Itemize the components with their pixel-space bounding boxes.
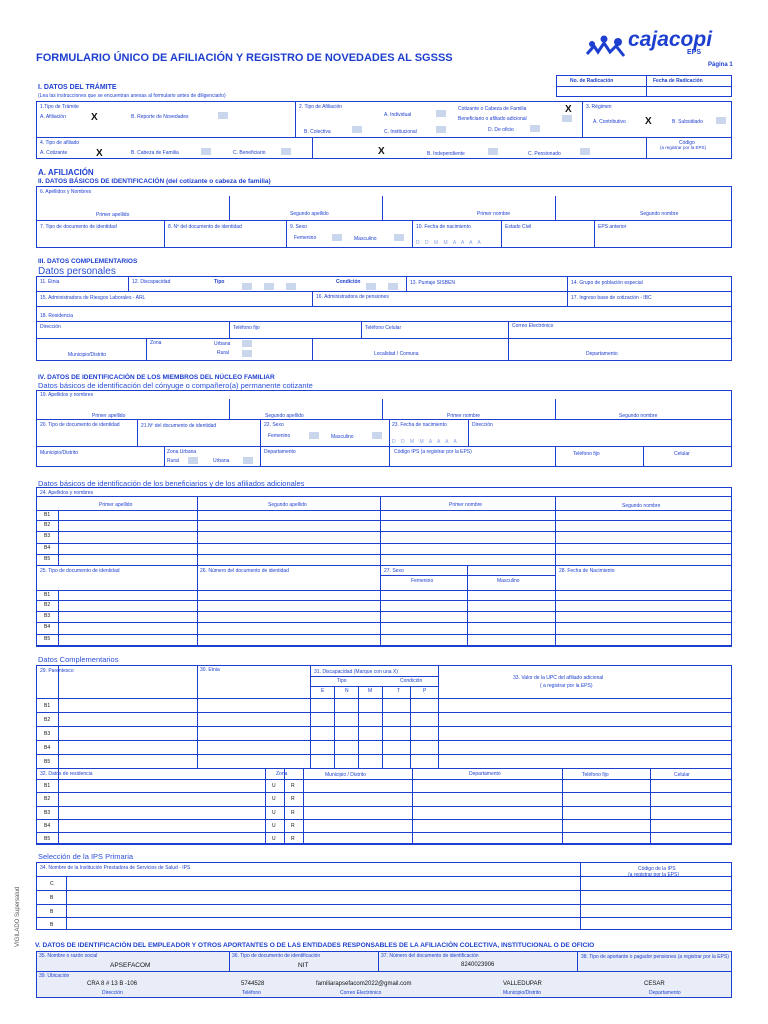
complementarios-table [36, 276, 732, 361]
rural-checkbox[interactable] [242, 350, 252, 357]
ben-zona-label: Zona [276, 771, 288, 777]
ben-numero-doc-label: 26. Número del documento de identidad [200, 568, 289, 574]
conyuge-femenino-checkbox[interactable] [309, 432, 319, 439]
ips-row-label: B [50, 922, 54, 928]
conyuge-urbana-label: Urbana [213, 458, 230, 464]
grid-line [36, 917, 732, 918]
ben-municipio-label: Municipio / Distrito [325, 772, 366, 778]
grid-line [197, 665, 198, 768]
zona-u: U [272, 823, 276, 829]
conyuge-fecha-format: D D M M A A A A [392, 439, 459, 445]
grid-line [36, 904, 732, 905]
row-label: B1 [44, 703, 51, 709]
conyuge-fecha-label: 23. Fecha de nacimiento [392, 422, 447, 428]
tipo-aportante-label: 38. Tipo de aportante o pagador pensiones (a registrar por la EPS) [581, 954, 729, 960]
telefono-value: 5744528 [241, 981, 265, 987]
upc-label: 33. Valor de la UPC del afiliado adicional [513, 675, 604, 681]
independiente-checkbox[interactable] [488, 148, 498, 155]
row-label: B1 [44, 783, 51, 789]
grid-line [36, 646, 732, 647]
disc-e-box[interactable] [242, 283, 252, 290]
conyuge-sexo-label: 22. Sexo [264, 422, 284, 428]
grid-line [58, 590, 59, 646]
cond-p-label: P [423, 688, 427, 694]
row-label: B4 [44, 823, 51, 829]
discapacidad-label: 12. Discapacidad [132, 279, 171, 285]
grid-line [36, 890, 732, 891]
conyuge-municipio-label: Municipio/Distrito [40, 450, 79, 456]
ben-tipo-doc-label: 25. Tipo de documento de identidad [40, 568, 120, 574]
grid-line [36, 792, 732, 793]
beneficiario-adicional-option: Beneficiario o afiliado adicional [458, 116, 527, 122]
grid-line [555, 496, 556, 565]
grid-line [197, 565, 198, 646]
cabeza-option: B. Cabeza de Familia [131, 150, 179, 156]
fecha-format: D D M M A A A A [416, 240, 483, 246]
masculino-checkbox[interactable] [394, 234, 404, 241]
radicacion-fecha-field[interactable] [647, 87, 731, 96]
row-label: B3 [44, 533, 51, 539]
cond-t-box[interactable] [366, 283, 376, 290]
grid-line [358, 686, 359, 768]
grid-line [380, 496, 381, 565]
conyuge-masculino-checkbox[interactable] [372, 432, 382, 439]
ben-tipo-label: Tipo [337, 678, 347, 684]
ben-condicion-label: Condición [400, 678, 423, 684]
regimen-label: 3. Régimen [586, 104, 612, 110]
grid-line [650, 768, 651, 844]
apellidos-nombres-label: 6. Apellidos y Nombres [40, 189, 92, 195]
primer-apellido-label: Primer apellido [96, 212, 130, 218]
oficio-checkbox[interactable] [530, 125, 540, 132]
conyuge-codigo-ips-label: Código IPS (a registrar por la EPS) [394, 449, 472, 455]
urbana-checkbox[interactable] [242, 340, 252, 347]
cotizante-option: A. Cotizante [40, 150, 68, 156]
conyuge-numero-doc-label: 21.Nº del documento de identidad [141, 423, 217, 429]
independiente-option: B. Independiente [427, 151, 465, 157]
grid-line [36, 754, 732, 755]
afiliacion-title: A. AFILIACIÓN [38, 168, 94, 177]
grid-line [310, 686, 438, 687]
zona-u: U [272, 836, 276, 842]
zona-r: R [291, 836, 295, 842]
institucional-option: C. Institucional [384, 129, 417, 135]
departamento-label: Departamento [586, 351, 618, 357]
segundo-nombre-label: Segundo nombre [640, 211, 679, 217]
departamento-value: CESAR [644, 981, 665, 987]
zona-label: Zona [150, 340, 162, 346]
ben-segundo-nombre: Segundo nombre [622, 503, 661, 509]
grid-line [36, 698, 732, 699]
grid-line [36, 768, 732, 769]
conyuge-direccion-label: Dirección [472, 422, 493, 428]
grid-line [36, 726, 732, 727]
pensionado-option: C. Pensionado [528, 151, 561, 157]
radicacion-no-label: No. de Radicación [570, 78, 614, 84]
segundo-apellido-label: Segundo apellido [290, 211, 329, 217]
primer-nombre-label: Primer nombre [477, 211, 511, 217]
grupo-poblacion-label: 14. Grupo de población especial [571, 280, 643, 286]
grid-line [58, 665, 59, 768]
municipio-value: VALLEDUPAR [503, 981, 542, 987]
logo-eps: EPS [687, 49, 702, 56]
grid-line [36, 600, 732, 601]
tipo-label: Tipo [214, 279, 225, 285]
ben-segundo-apellido: Segundo apellido [268, 502, 307, 508]
grid-line [58, 510, 59, 565]
ben-primer-nombre: Primer nombre [449, 502, 483, 508]
fecha-nacimiento-label: 10. Fecha de nacimiento [416, 224, 471, 230]
ibc-label: 17. Ingreso base de cotización - IBC [571, 295, 652, 301]
section-iv-title: IV. DATOS DE IDENTIFICACIÓN DE LOS MIEMBROS DEL NÚCLEO FAMILIAR [38, 374, 275, 381]
page-number: Página 1 [708, 62, 733, 68]
eps-anterior-label: EPS anterior [598, 224, 627, 230]
zona-r: R [291, 796, 295, 802]
ips-codigo-sub: (a registrar por la EPS) [628, 872, 680, 878]
ben-tel-fijo-label: Teléfono fijo [582, 772, 609, 778]
reporte-checkbox[interactable] [218, 112, 228, 119]
grid-line [36, 740, 732, 741]
row-label: B2 [44, 602, 51, 608]
tipo-afiliacion-label: 2. Tipo de Afiliación [299, 104, 343, 110]
ben-primer-apellido: Primer apellido [99, 502, 133, 508]
row-label: B2 [44, 796, 51, 802]
conyuge-femenino: Femenino [268, 433, 291, 439]
cotizante-familia-option: Cotizante o Cabeza de Familia [458, 106, 527, 112]
row-label: B3 [44, 613, 51, 619]
municipio-label: Municipio/Distrito [68, 352, 107, 358]
grid-line [265, 768, 266, 844]
disc-e-label: E [321, 688, 325, 694]
grid-line [467, 565, 468, 646]
disc-n-box[interactable] [264, 283, 274, 290]
conyuge-tel-fijo-label: Teléfono fijo [573, 451, 600, 457]
grid-line [36, 779, 732, 780]
conyuge-primer-nombre: Primer nombre [447, 413, 481, 419]
grid-line [36, 496, 732, 497]
grid-line [410, 686, 411, 768]
grid-line [380, 575, 555, 576]
ben-sexo-label: 27. Sexo [384, 568, 404, 574]
subsidiado-option: B. Subsidiado [672, 119, 703, 125]
dependiente-mark[interactable]: X [378, 146, 385, 157]
correo-caption: Correo Electrónico [340, 990, 382, 996]
grid-line [36, 832, 732, 833]
grid-line [36, 622, 732, 623]
cond-t-label: T [397, 688, 401, 694]
residencia-label: 18. Residencia [40, 313, 74, 319]
grid-line [58, 768, 59, 844]
conyuge-subtitle: Datos básicos de identificación del cónyuge o compañero(a) permanente cotizante [38, 381, 313, 390]
form-title: FORMULARIO ÚNICO DE AFILIACIÓN Y REGISTRO DE NOVEDADES AL SGSSS [36, 52, 453, 64]
row-label: B3 [44, 731, 51, 737]
grid-line [562, 768, 563, 844]
upc-sub: ( a registrar por la EPS) [540, 683, 593, 689]
masculino-label: Masculino [354, 236, 377, 242]
ben-complementarios-subtitle: Datos Complementarios [38, 655, 119, 664]
colectiva-option: B. Colectiva [304, 129, 331, 135]
conyuge-masculino: Masculino [331, 434, 354, 440]
condicion-label: Condición [336, 279, 361, 285]
grid-line [36, 876, 732, 877]
tipo-tramite-label: 1.Tipo de Trámite [40, 104, 79, 110]
logo-text: cajacopi [628, 28, 713, 51]
ben-celular-label: Celular [674, 772, 690, 778]
beneficiario-option: C. Beneficiario [233, 150, 266, 156]
contributivo-option: A. Contributivo [593, 119, 626, 125]
conyuge-zona-label: Zona Urbana [167, 449, 197, 455]
conyuge-urbana-checkbox[interactable] [243, 457, 253, 464]
conyuge-segundo-nombre: Segundo nombre [619, 413, 658, 419]
razon-social-label: 35. Nombre o razón social [39, 953, 98, 959]
row-label: B4 [44, 624, 51, 630]
grid-line [36, 510, 732, 511]
femenino-checkbox[interactable] [332, 234, 342, 241]
conyuge-primer-apellido: Primer apellido [92, 413, 126, 419]
municipio-caption: Municipio/Distrito [503, 990, 542, 996]
grid-line [555, 565, 556, 646]
residencia-ben-label: 32. Datos de residencia [40, 771, 93, 777]
pensiones-label: 16. Administradora de pensiones [316, 294, 389, 300]
ben-fecha-label: 28. Fecha de Nacimiento [559, 568, 615, 574]
telefono-caption: Teléfono [242, 990, 261, 996]
row-label: B2 [44, 522, 51, 528]
reporte-option: B. Reporte de Novedades [131, 114, 189, 120]
grid-line [36, 844, 732, 845]
ips-row-label: B [50, 895, 54, 901]
zona-u: U [272, 783, 276, 789]
ben-etnia-label: 30. Etnia [200, 667, 220, 673]
datos-personales-subtitle: Datos personales [38, 266, 116, 277]
grid-line [36, 520, 732, 521]
ben-discapacidad-label: 31. Discapacidad (Marque con una X) [314, 669, 398, 675]
direccion-label: Dirección [40, 324, 61, 330]
rural-label: Rural [217, 350, 229, 356]
etnia-label: 11. Etnia [40, 279, 60, 285]
conyuge-rural-checkbox[interactable] [188, 457, 198, 464]
zona-u: U [272, 810, 276, 816]
row-label: B4 [44, 545, 51, 551]
ben-departamento-label: Departamento [469, 771, 501, 777]
ubicacion-label: 39. Ubicación [39, 973, 70, 979]
afiliacion-option: A. Afiliación [40, 114, 66, 120]
direccion-caption: Dirección [102, 990, 123, 996]
tipo-doc-empleador-value: NIT [298, 962, 309, 969]
femenino-label: Femenino [294, 235, 317, 241]
cond-p-box[interactable] [388, 283, 398, 290]
beneficiario-adicional-checkbox[interactable] [562, 115, 572, 122]
telefono-fijo-label: Teléfono fijo [233, 325, 260, 331]
estado-civil-label: Estado Civil [505, 224, 532, 230]
zona-r: R [291, 783, 295, 789]
colectiva-checkbox[interactable] [352, 126, 362, 133]
numero-documento-label: 8. Nº del documento de identidad [168, 224, 242, 230]
section-iii-title: III. DATOS COMPLEMENTARIOS [38, 258, 138, 265]
sexo-label: 9. Sexo [290, 224, 307, 230]
grid-line [36, 590, 732, 591]
grid-line [36, 565, 732, 566]
tipo-doc-empleador-label: 36. Tipo de documento de identificación [232, 953, 321, 959]
row-label: B2 [44, 717, 51, 723]
correo-value: familiarapsefacom2022@gmail.com [316, 981, 412, 987]
ben-masculino-label: Masculino [497, 578, 520, 584]
pensionado-checkbox[interactable] [580, 148, 590, 155]
sisben-label: 13. Puntaje SISBEN [410, 280, 456, 286]
grid-line [284, 768, 285, 844]
subsidiado-checkbox[interactable] [716, 117, 726, 124]
cajacopi-logo [584, 26, 734, 62]
ips-codigo-label: Código de la IPS [638, 866, 676, 872]
conyuge-tipo-doc-label: 20. Tipo de documento de identidad [40, 422, 120, 428]
departamento-caption: Departamento [649, 990, 681, 996]
tipo-documento-label: 7. Tipo de documento de identidad [40, 224, 117, 230]
conyuge-apellidos-label: 19. Apellidos y nombres [40, 392, 94, 398]
tramite-note: (Lea las instrucciones que se encuentran anexas al formulario antes de diligenciarlo) [38, 93, 226, 99]
ips-subtitle: Selección de la IPS Primaria [38, 852, 134, 861]
beneficiarios-subtitle: Datos básicos de identificación de los beneficiarios y de los afiliados adicionales [38, 479, 305, 488]
grid-line [438, 665, 439, 768]
row-label: B3 [44, 810, 51, 816]
identificacion-table [36, 186, 732, 248]
grid-line [303, 768, 304, 844]
zona-r: R [291, 823, 295, 829]
beneficiario-checkbox[interactable] [281, 148, 291, 155]
radicacion-no-field[interactable] [557, 87, 645, 96]
individual-checkbox[interactable] [436, 110, 446, 117]
zona-u: U [272, 796, 276, 802]
grid-line [310, 676, 438, 677]
row-label: B4 [44, 745, 51, 751]
grid-line [36, 712, 732, 713]
row-label: B5 [44, 759, 51, 765]
grid-line [36, 543, 732, 544]
parentesco-label: 29. Parentesco [40, 668, 74, 674]
conyuge-segundo-apellido: Segundo apellido [265, 413, 304, 419]
localidad-label: Localidad / Comuna [374, 351, 419, 357]
grid-line [310, 665, 311, 768]
telefono-celular-label: Teléfono Celular [365, 325, 402, 331]
conyuge-celular-label: Celular [674, 451, 690, 457]
grid-line [36, 531, 732, 532]
numero-doc-empleador-value: 8240023906 [461, 962, 495, 968]
grid-line [382, 686, 383, 768]
contributivo-mark[interactable]: X [645, 116, 652, 127]
direccion-value: CRA 8 # 13 B -106 [87, 981, 138, 987]
grid-line [334, 686, 335, 768]
cabeza-checkbox[interactable] [201, 148, 211, 155]
row-label: B1 [44, 512, 51, 518]
codigo-label: Código [679, 140, 695, 146]
oficio-option: D. De oficio [488, 127, 514, 133]
disc-m-box[interactable] [286, 283, 296, 290]
razon-social-value: APSEFACOM [110, 962, 151, 969]
grid-line [36, 554, 732, 555]
grid-line [66, 876, 67, 930]
conyuge-departamento-label: Departamento [264, 449, 296, 455]
grid-line [36, 634, 732, 635]
section-v-title: V. DATOS DE IDENTIFICACIÓN DEL EMPLEADOR Y OTROS APORTANTES O DE LAS ENTIDADES RESPONSABLES DE LA AFILIACIÓN COLECTIVA, INSTITUCIONAL O DE OFICIO [35, 942, 595, 949]
conyuge-rural-label: Rural [167, 458, 179, 464]
ips-row-label: C [50, 881, 54, 887]
institucional-checkbox[interactable] [436, 126, 446, 133]
grid-line [36, 806, 732, 807]
correo-label: Correo Electrónico [512, 323, 554, 329]
urbana-label: Urbana [214, 341, 231, 347]
row-label: B1 [44, 592, 51, 598]
zona-r: R [291, 810, 295, 816]
ips-row-label: B [50, 909, 54, 915]
individual-option: A. Individual [384, 112, 412, 118]
row-label: B5 [44, 556, 51, 562]
grid-line [380, 565, 381, 646]
grid-line [197, 496, 198, 565]
ben-femenino-label: Femenino [411, 578, 434, 584]
disc-n-label: N [345, 688, 349, 694]
cotizante-mark[interactable]: X [96, 148, 103, 159]
ben-apellidos-label: 24. Apellidos y nombres [40, 490, 94, 496]
ips-nombre-label: 34. Nombre de la Institución Prestadora de Servicios de Salud - IPS [40, 865, 191, 871]
grid-line [36, 611, 732, 612]
afiliacion-mark[interactable]: X [91, 112, 98, 123]
section-ii-title: II. DATOS BÁSICOS DE IDENTIFICACIÓN (del cotizante o cabeza de familia) [38, 178, 271, 185]
tipo-afiliado-label: 4. Tipo de afiliado [40, 140, 80, 146]
codigo-sub: (a registrar por la EPS) [660, 145, 707, 150]
cotizante-familia-mark[interactable]: X [565, 104, 572, 115]
disc-m-label: M [368, 688, 373, 694]
radicacion-fecha-label: Fecha de Radicación [653, 78, 703, 84]
row-label: B5 [44, 836, 51, 842]
grid-line [36, 819, 732, 820]
section-tramite-title: I. DATOS DEL TRÁMITE [38, 84, 117, 91]
arl-label: 15. Administradora de Riesgos Laborales - ARL [40, 295, 146, 301]
grid-line [412, 768, 413, 844]
supersalud-stamp [4, 870, 28, 950]
row-label: B5 [44, 636, 51, 642]
supersalud-text: VIGILADO Supersalud [15, 886, 21, 947]
numero-doc-empleador-label: 37. Número del documento de identificación [381, 953, 479, 959]
